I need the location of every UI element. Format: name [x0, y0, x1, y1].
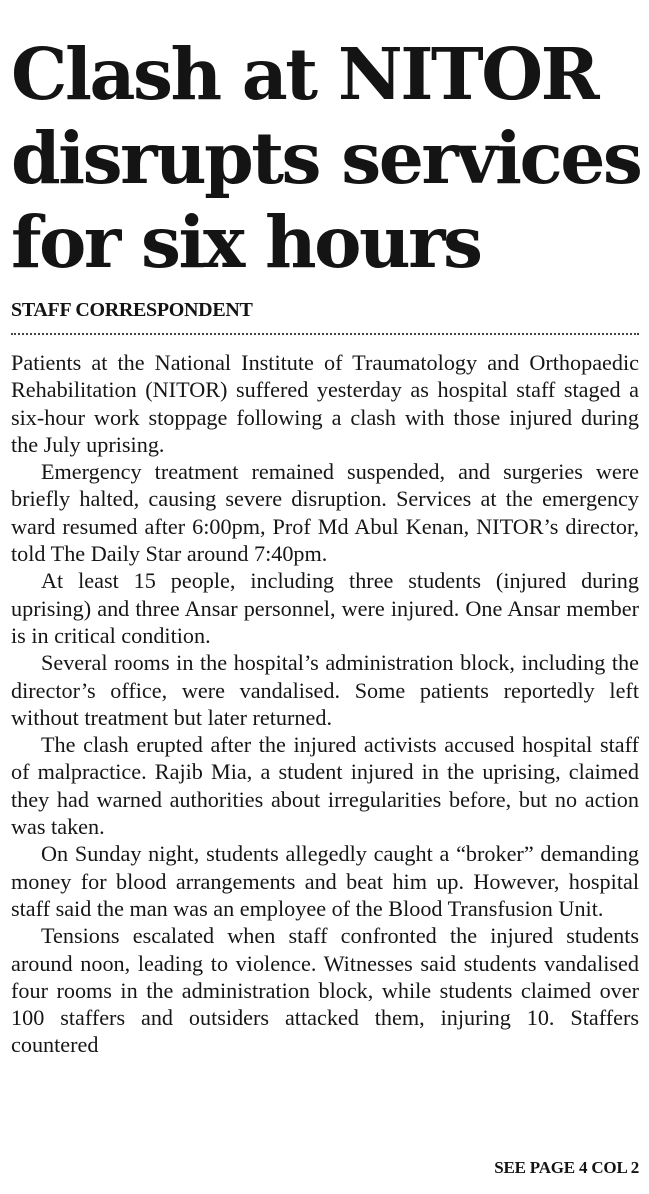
dotted-divider	[11, 333, 639, 335]
paragraph-1: Patients at the National Institute of Traumatology and Orthopaedic Rehabilitation (NITOR) suffered yesterday as hospital staff staged a six-hour work stoppage following a clash with those injured during the July uprising.	[11, 350, 639, 457]
article	[11, 0, 639, 1059]
headline-line-1: Clash at NITOR	[11, 32, 598, 116]
paragraph-5: The clash erupted after the injured activists accused hospital staff of malpractice. Rajib Mia, a student injured in the uprising, claimed they had warned authorities about irregularities before, but no action was taken.	[11, 732, 639, 840]
paragraph-7: Tensions escalated when staff confronted the injured students around noon, leading to violence. Witnesses said students vandalised four rooms in the administration block, while students claimed over 100 staffers and outsiders attacked them, injuring 10. Staffers countered	[11, 923, 639, 1058]
headline-line-3: for six hours	[11, 200, 481, 284]
paragraph-4: Several rooms in the hospital’s administration block, including the director’s office, were vandalised. Some patients reportedly left without treatment but later returned.	[11, 650, 639, 730]
article-body	[11, 349, 639, 1059]
headline-line-2: disrupts services	[11, 116, 641, 200]
paragraph-6: On Sunday night, students allegedly caught a “broker” demanding money for blood arrangements and beat him up. However, hospital staff said the man was an employee of the Blood Transfusion Unit.	[11, 841, 639, 921]
paragraph-3: At least 15 people, including three students (injured during uprising) and three Ansar personnel, were injured. One Ansar member is in critical condition.	[11, 568, 639, 648]
headline	[11, 0, 639, 284]
byline: STAFF CORRESPONDENT	[11, 299, 253, 321]
continuation-jump: SEE PAGE 4 COL 2	[494, 1158, 639, 1177]
paragraph-2: Emergency treatment remained suspended, and surgeries were briefly halted, causing severe disruption. Services at the emergency ward resumed after 6:00pm, Prof Md Abul Kenan, NITOR’s director, told The Daily Star around 7:40pm.	[11, 459, 639, 567]
